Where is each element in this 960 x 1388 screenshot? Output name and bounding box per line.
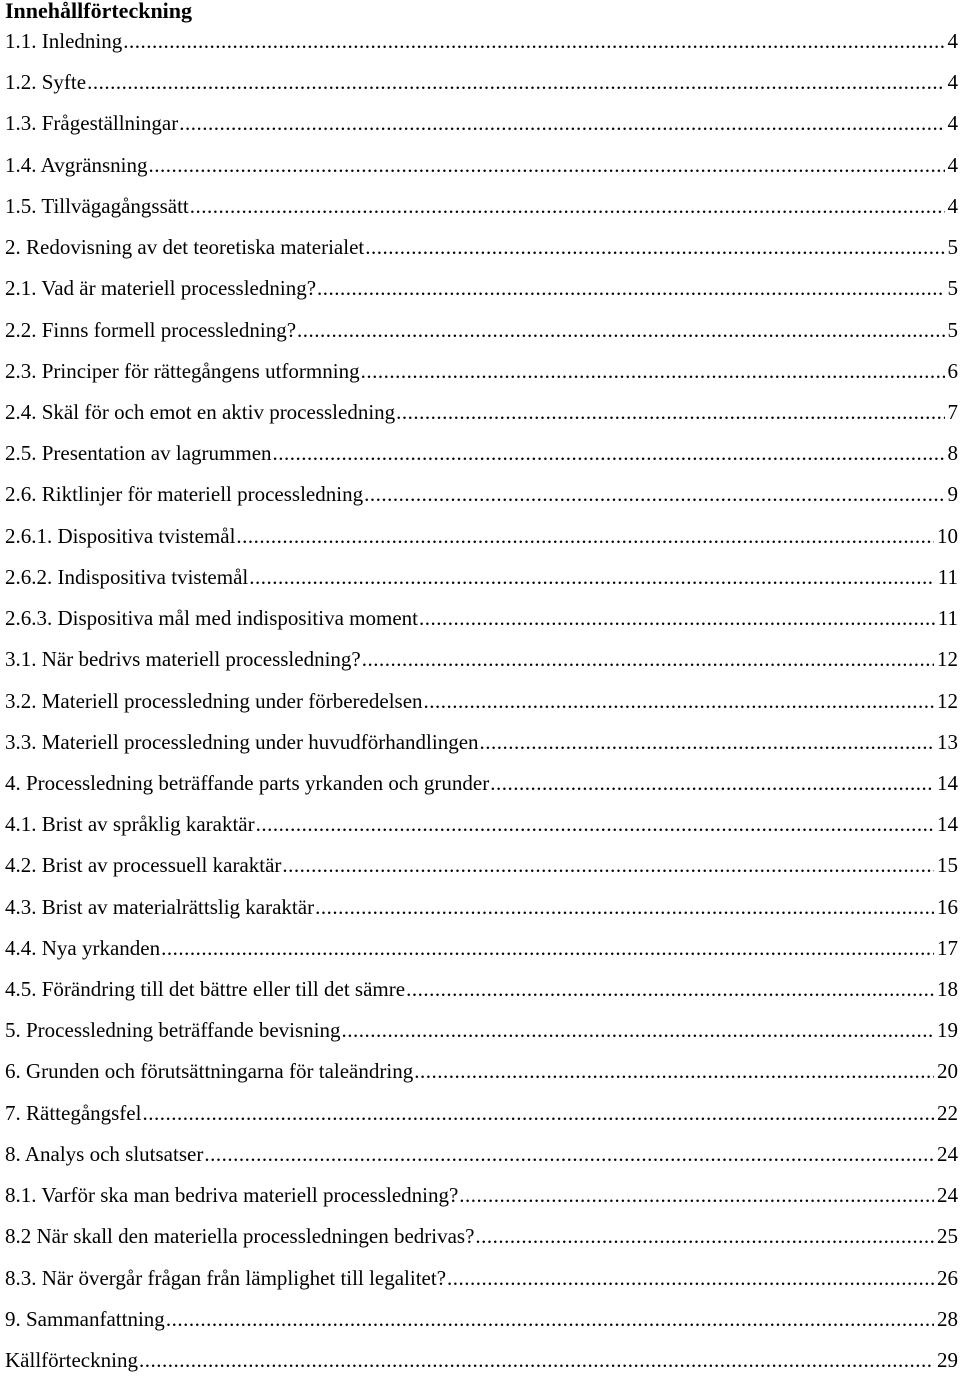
toc-dot-leader	[361, 358, 945, 384]
toc-dot-leader	[249, 564, 935, 590]
toc-entry-text: 2.6. Riktlinjer för materiell processledning	[5, 481, 363, 507]
toc-list	[5, 28, 960, 1388]
toc-entry-text: 8.2 När skall den materiella processledningen bedrivas?	[5, 1223, 474, 1249]
toc-entry-text: 6. Grunden och förutsättningarna för taleändring	[5, 1058, 413, 1084]
toc-entry-text: 3.2. Materiell processledning under förberedelsen	[5, 688, 423, 714]
toc-entry[interactable]	[5, 564, 960, 605]
toc-entry-page-number: 6	[948, 358, 960, 384]
toc-entry-text: 1.3. Frågeställningar	[5, 110, 178, 136]
toc-entry[interactable]	[5, 1141, 960, 1182]
toc-entry-text: 4.3. Brist av materialrättslig karaktär	[5, 894, 314, 920]
toc-entry[interactable]	[5, 110, 960, 151]
toc-entry-page-number: 19	[937, 1017, 960, 1043]
toc-dot-leader	[139, 1347, 934, 1373]
toc-entry[interactable]	[5, 69, 960, 110]
toc-entry-text: 4.1. Brist av språklig karaktär	[5, 811, 255, 837]
toc-entry-text: 8.1. Varför ska man bedriva materiell processledning?	[5, 1182, 458, 1208]
toc-entry[interactable]	[5, 1058, 960, 1099]
toc-entry[interactable]	[5, 1182, 960, 1223]
toc-entry-text: 4.5. Förändring till det bättre eller till det sämre	[5, 976, 405, 1002]
toc-entry-text: 2.1. Vad är materiell processledning?	[5, 275, 316, 301]
toc-entry-page-number: 29	[937, 1347, 960, 1373]
toc-entry-page-number: 5	[948, 275, 960, 301]
toc-entry-page-number: 4	[948, 28, 960, 54]
toc-entry-page-number: 4	[948, 110, 960, 136]
toc-entry[interactable]	[5, 894, 960, 935]
toc-entry-text: 2.5. Presentation av lagrummen	[5, 440, 272, 466]
toc-dot-leader	[406, 976, 934, 1002]
toc-entry-page-number: 15	[937, 852, 960, 878]
toc-entry-page-number: 16	[937, 894, 960, 920]
toc-dot-leader	[236, 523, 934, 549]
toc-entry-page-number: 5	[948, 317, 960, 343]
toc-entry[interactable]	[5, 976, 960, 1017]
toc-entry-text: 2.6.1. Dispositiva tvistemål	[5, 523, 235, 549]
toc-entry-text: 4.4. Nya yrkanden	[5, 935, 160, 961]
toc-entry-text: 8.3. När övergår frågan från lämplighet till legalitet?	[5, 1265, 446, 1291]
toc-entry-text: 1.5. Tillvägagångssätt	[5, 193, 189, 219]
toc-entry[interactable]	[5, 935, 960, 976]
toc-entry-page-number: 14	[937, 770, 960, 796]
toc-entry[interactable]	[5, 852, 960, 893]
toc-entry-page-number: 12	[937, 646, 960, 672]
toc-entry-text: 4. Processledning beträffande parts yrkanden och grunder	[5, 770, 489, 796]
toc-entry[interactable]	[5, 1100, 960, 1141]
toc-entry-page-number: 14	[937, 811, 960, 837]
toc-entry-page-number: 28	[937, 1306, 960, 1332]
toc-dot-leader	[342, 1017, 934, 1043]
toc-dot-leader	[273, 440, 945, 466]
toc-dot-leader	[149, 152, 945, 178]
toc-entry[interactable]	[5, 1347, 960, 1388]
toc-dot-leader	[317, 275, 944, 301]
toc-entry-page-number: 12	[937, 688, 960, 714]
toc-dot-leader	[190, 193, 945, 219]
toc-entry[interactable]	[5, 605, 960, 646]
toc-dot-leader	[490, 770, 934, 796]
toc-dot-leader	[424, 688, 934, 714]
toc-dot-leader	[204, 1141, 934, 1167]
toc-entry[interactable]	[5, 523, 960, 564]
toc-entry[interactable]	[5, 1017, 960, 1058]
toc-entry[interactable]	[5, 1306, 960, 1347]
toc-entry-page-number: 11	[938, 564, 960, 590]
toc-entry[interactable]	[5, 729, 960, 770]
toc-entry-text: 1.4. Avgränsning	[5, 152, 148, 178]
toc-entry[interactable]	[5, 481, 960, 522]
toc-entry-text: 2.3. Principer för rättegångens utformning	[5, 358, 360, 384]
toc-dot-leader	[123, 28, 944, 54]
toc-dot-leader	[166, 1306, 934, 1332]
toc-dot-leader	[396, 399, 944, 425]
toc-entry[interactable]	[5, 646, 960, 687]
toc-dot-leader	[365, 234, 944, 260]
toc-dot-leader	[179, 110, 944, 136]
toc-entry[interactable]	[5, 770, 960, 811]
toc-entry-text: 2.6.3. Dispositiva mål med indispositiva moment	[5, 605, 418, 631]
toc-entry-text: 2.2. Finns formell processledning?	[5, 317, 296, 343]
toc-entry-page-number: 4	[948, 152, 960, 178]
toc-entry-page-number: 24	[937, 1182, 960, 1208]
toc-entry-page-number: 11	[938, 605, 960, 631]
toc-entry[interactable]	[5, 1223, 960, 1264]
toc-entry-text: 4.2. Brist av processuell karaktär	[5, 852, 281, 878]
toc-entry-page-number: 25	[937, 1223, 960, 1249]
toc-entry-page-number: 20	[937, 1058, 960, 1084]
toc-entry[interactable]	[5, 399, 960, 440]
toc-entry[interactable]	[5, 275, 960, 316]
toc-entry-text: 2.6.2. Indispositiva tvistemål	[5, 564, 248, 590]
toc-dot-leader	[362, 646, 934, 672]
toc-entry-page-number: 10	[937, 523, 960, 549]
toc-entry[interactable]	[5, 440, 960, 481]
toc-entry[interactable]	[5, 28, 960, 69]
toc-entry[interactable]	[5, 234, 960, 275]
toc-entry-text: 3.3. Materiell processledning under huvudförhandlingen	[5, 729, 479, 755]
toc-entry-text: 1.2. Syfte	[5, 69, 86, 95]
toc-dot-leader	[297, 317, 944, 343]
toc-entry-text: 2.4. Skäl för och emot en aktiv processledning	[5, 399, 395, 425]
toc-dot-leader	[480, 729, 934, 755]
toc-dot-leader	[256, 811, 934, 837]
toc-title: Innehållförteckning	[5, 0, 192, 24]
toc-entry-text: 2. Redovisning av det teoretiska materialet	[5, 234, 364, 260]
toc-dot-leader	[414, 1058, 934, 1084]
toc-dot-leader	[475, 1223, 934, 1249]
toc-entry-text: 1.1. Inledning	[5, 28, 122, 54]
toc-dot-leader	[142, 1100, 934, 1126]
toc-entry-page-number: 8	[948, 440, 960, 466]
toc-entry[interactable]	[5, 317, 960, 358]
toc-dot-leader	[282, 852, 934, 878]
toc-entry-page-number: 4	[948, 193, 960, 219]
toc-entry-page-number: 13	[937, 729, 960, 755]
toc-entry-text: 5. Processledning beträffande bevisning	[5, 1017, 341, 1043]
toc-entry[interactable]	[5, 1265, 960, 1306]
toc-entry-page-number: 5	[948, 234, 960, 260]
toc-dot-leader	[87, 69, 944, 95]
toc-entry[interactable]	[5, 152, 960, 193]
toc-entry-page-number: 22	[937, 1100, 960, 1126]
toc-entry[interactable]	[5, 358, 960, 399]
toc-dot-leader	[419, 605, 935, 631]
toc-entry-text: 7. Rättegångsfel	[5, 1100, 141, 1126]
toc-entry-page-number: 7	[948, 399, 960, 425]
toc-entry-page-number: 9	[948, 481, 960, 507]
toc-entry-page-number: 17	[937, 935, 960, 961]
toc-dot-leader	[447, 1265, 934, 1291]
toc-entry-page-number: 4	[948, 69, 960, 95]
toc-entry-text: 9. Sammanfattning	[5, 1306, 165, 1332]
toc-entry[interactable]	[5, 688, 960, 729]
toc-entry-page-number: 24	[937, 1141, 960, 1167]
toc-entry[interactable]	[5, 193, 960, 234]
toc-entry-text: 8. Analys och slutsatser	[5, 1141, 203, 1167]
toc-entry-text: Källförteckning	[5, 1347, 138, 1373]
toc-dot-leader	[315, 894, 934, 920]
toc-entry-page-number: 18	[937, 976, 960, 1002]
toc-entry[interactable]	[5, 811, 960, 852]
toc-dot-leader	[161, 935, 934, 961]
toc-dot-leader	[459, 1182, 934, 1208]
toc-entry-text: 3.1. När bedrivs materiell processledning?	[5, 646, 361, 672]
toc-entry-page-number: 26	[937, 1265, 960, 1291]
toc-dot-leader	[364, 481, 944, 507]
